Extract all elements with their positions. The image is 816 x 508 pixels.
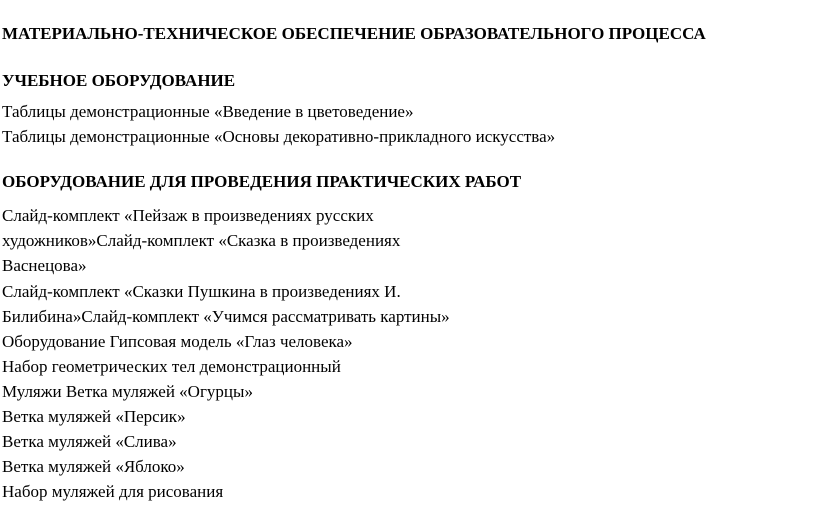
section-line: Васнецова»	[2, 256, 87, 275]
section-line: Ветка муляжей «Яблоко»	[2, 457, 185, 476]
section-line: Билибина»Слайд-комплект «Учимся рассматривать картины»	[2, 307, 450, 326]
section-line: Таблицы демонстрационные «Введение в цветоведение»	[2, 102, 414, 121]
section-line: Набор муляжей для рисования	[2, 482, 224, 501]
section-line: Слайд-комплект «Сказки Пушкина в произведениях И.	[2, 282, 401, 301]
section-line: Набор геометрических тел демонстрационный	[2, 357, 341, 376]
section-line: Таблицы демонстрационные «Основы декоративно-прикладного искусства»	[2, 127, 556, 146]
section-line: Слайд-комплект «Пейзаж в произведениях русских	[2, 206, 374, 225]
section-line: Ветка муляжей «Слива»	[2, 432, 177, 451]
section-line: Муляжи Ветка муляжей «Огурцы»	[2, 382, 253, 401]
document-title: МАТЕРИАЛЬНО-ТЕХНИЧЕСКОЕ ОБЕСПЕЧЕНИЕ ОБРАЗОВАТЕЛЬНОГО ПРОЦЕССА	[2, 24, 706, 43]
section-heading-practical-work-equipment: ОБОРУДОВАНИЕ ДЛЯ ПРОВЕДЕНИЯ ПРАКТИЧЕСКИХ РАБОТ	[2, 172, 522, 191]
section-line: Ветка муляжей «Персик»	[2, 407, 186, 426]
section-line: художников»Слайд-комплект «Сказка в произведениях	[2, 231, 401, 250]
section-line: Оборудование Гипсовая модель «Глаз человека»	[2, 332, 353, 351]
section-heading-educational-equipment: УЧЕБНОЕ ОБОРУДОВАНИЕ	[2, 71, 236, 90]
